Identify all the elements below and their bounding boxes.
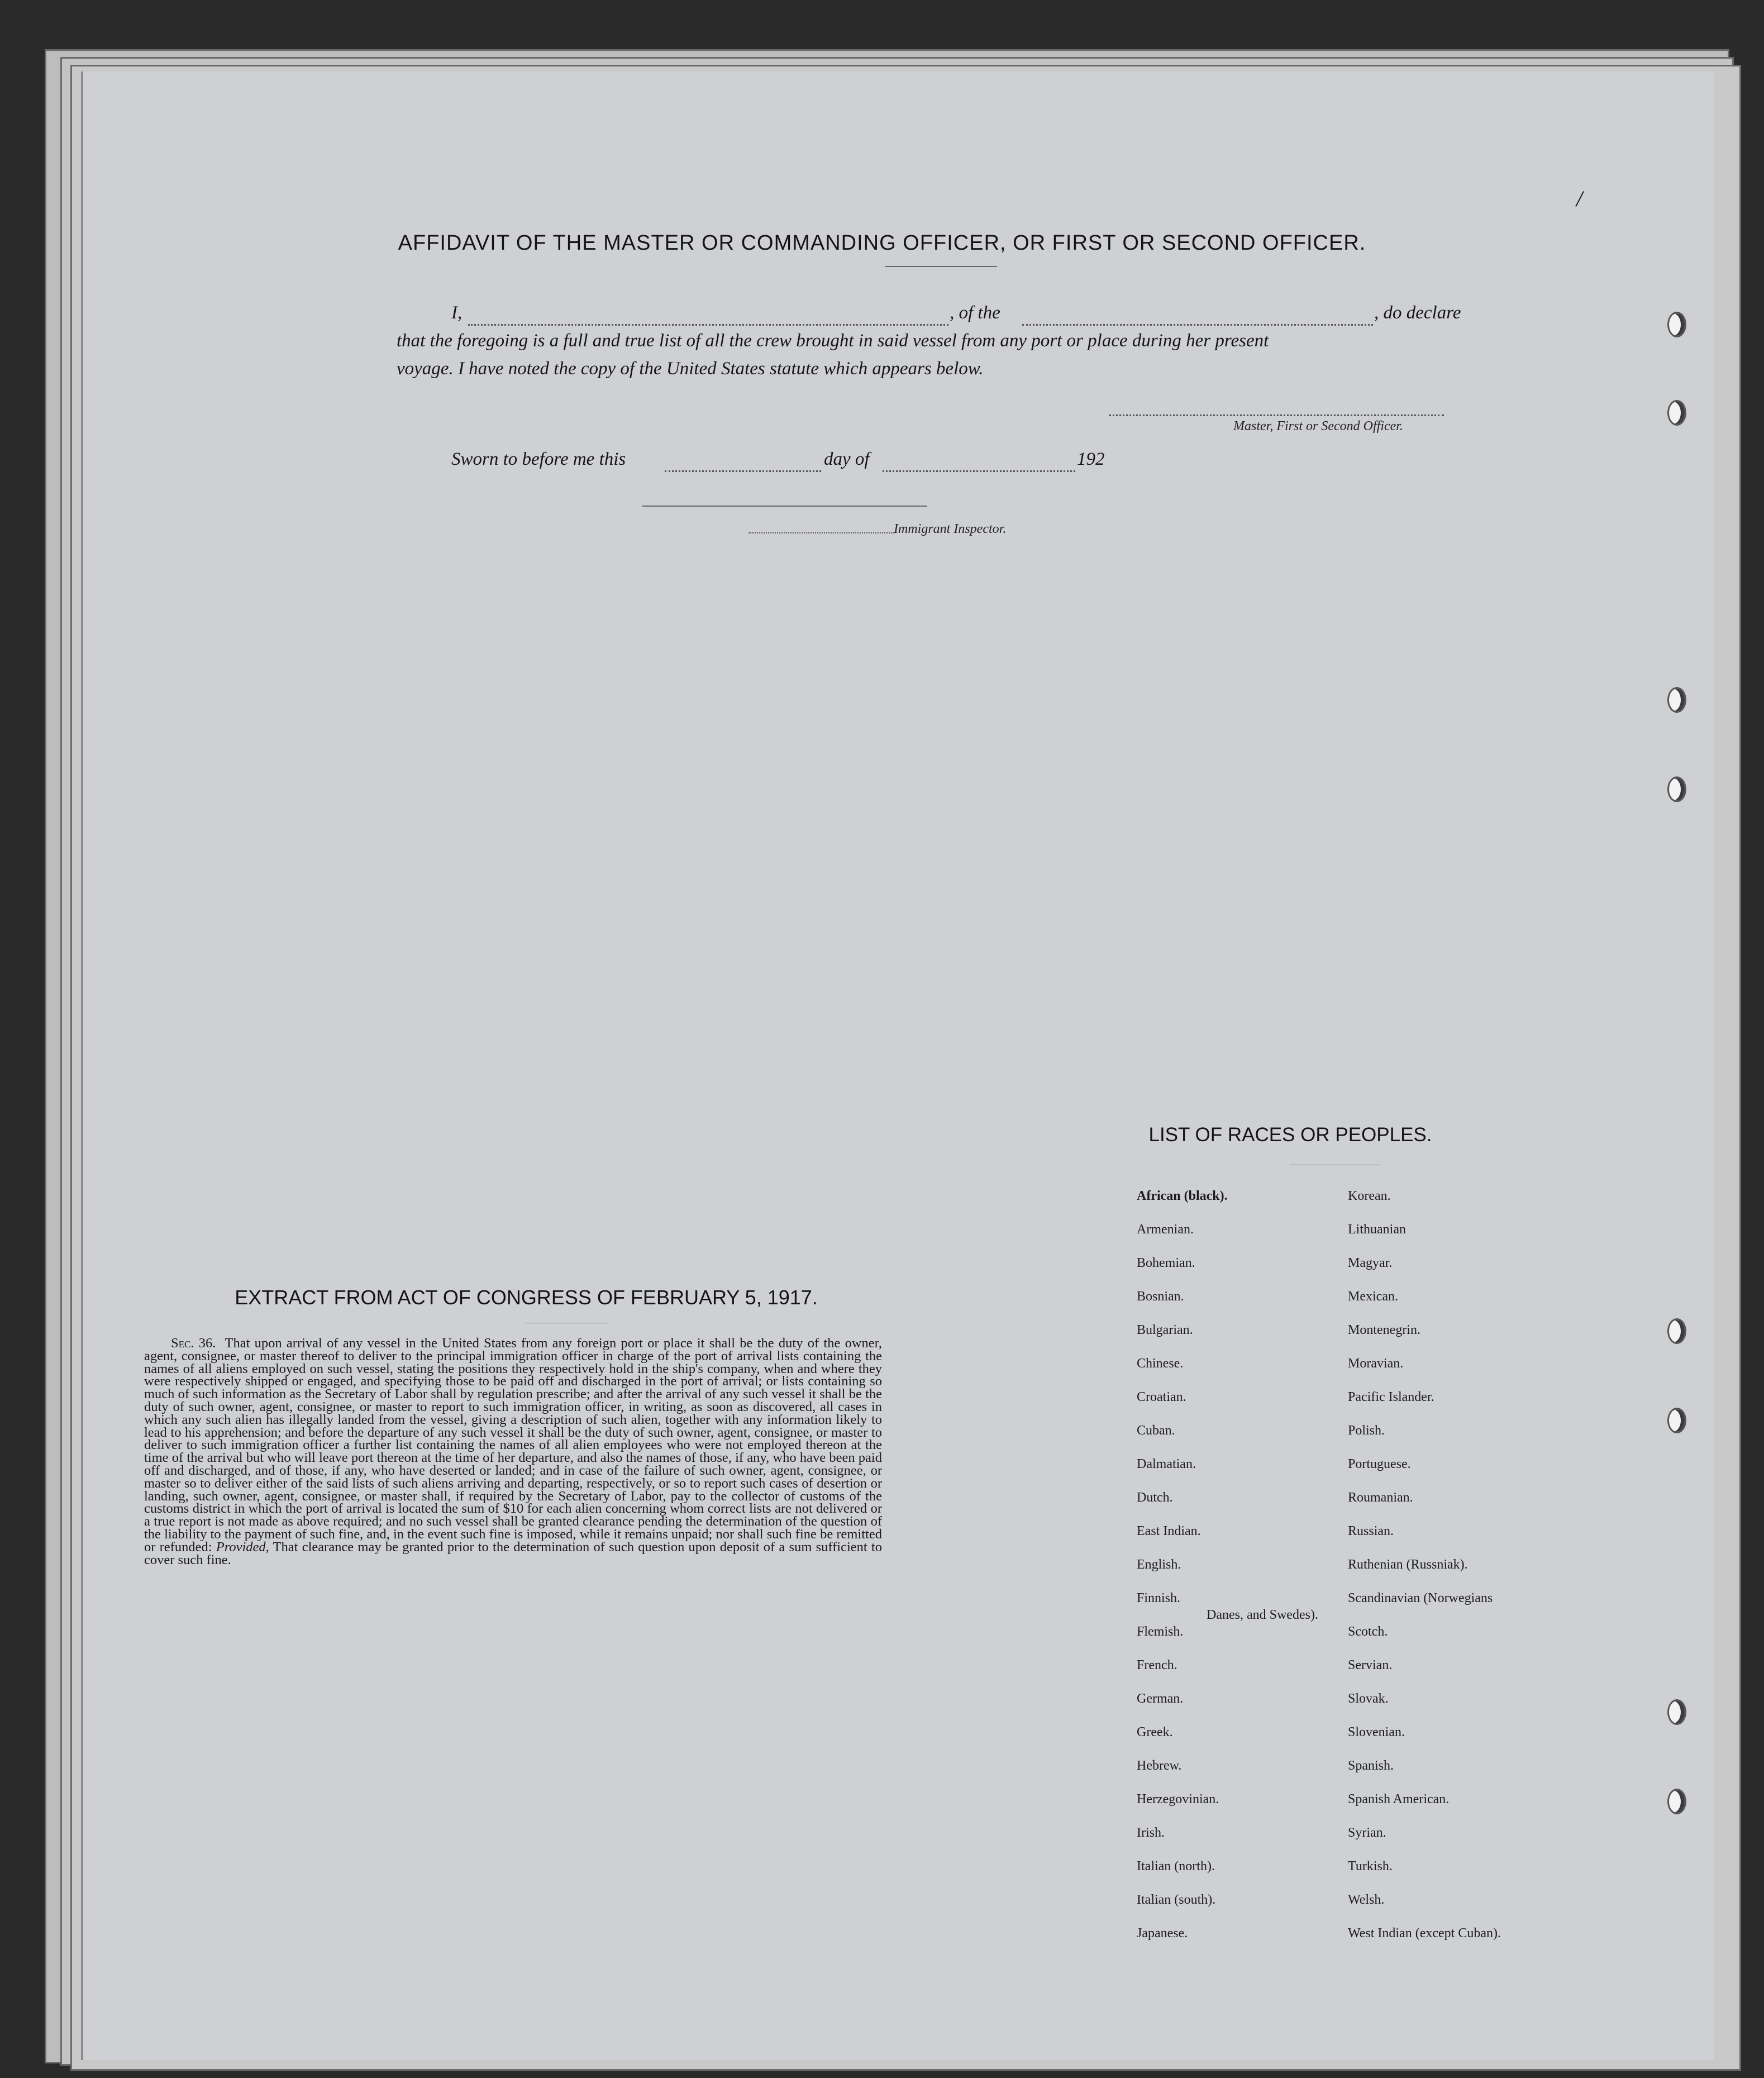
race-item: Mexican. <box>1348 1289 1398 1304</box>
binder-hole <box>1667 400 1686 426</box>
race-item: Slovenian. <box>1348 1725 1405 1739</box>
sworn-month-blank <box>883 470 1075 472</box>
race-item: Pacific Islander. <box>1348 1390 1434 1404</box>
race-item: Portuguese. <box>1348 1457 1411 1471</box>
affidavit-line-2: that the foregoing is a full and true list of all the crew brought in said vessel from any port or place during her present <box>397 331 1269 351</box>
race-item: Bosnian. <box>1137 1289 1184 1304</box>
race-item: Magyar. <box>1348 1256 1393 1270</box>
affidavit-declare: , do declare <box>1374 303 1461 323</box>
race-item: Hebrew. <box>1137 1758 1182 1773</box>
race-item: Dalmatian. <box>1137 1457 1196 1471</box>
race-item: Danes, and Swedes). <box>1207 1608 1318 1622</box>
race-item: Polish. <box>1348 1423 1385 1438</box>
affidavit-of-the: , of the <box>950 303 1000 323</box>
binder-hole <box>1667 1699 1686 1725</box>
signature-line <box>1109 414 1444 416</box>
extract-title: EXTRACT FROM ACT OF CONGRESS OF FEBRUARY 5, 1917. <box>235 1286 818 1309</box>
race-item: Montenegrin. <box>1348 1323 1420 1337</box>
affidavit-line-3: voyage. I have noted the copy of the United States statute which appears below. <box>397 359 984 379</box>
race-item: English. <box>1137 1557 1181 1572</box>
inspector-dotted-line <box>748 532 894 533</box>
race-item: Moravian. <box>1348 1356 1404 1371</box>
race-item: Chinese. <box>1137 1356 1184 1371</box>
binder-hole <box>1667 1318 1686 1344</box>
race-item: Dutch. <box>1137 1490 1173 1505</box>
binder-hole <box>1667 312 1686 337</box>
race-item: German. <box>1137 1691 1184 1706</box>
race-item: Slovak. <box>1348 1691 1389 1706</box>
race-item: Spanish. <box>1348 1758 1394 1773</box>
binder-hole <box>1667 776 1686 802</box>
race-item: Scotch. <box>1348 1624 1388 1639</box>
race-item: Syrian. <box>1348 1826 1386 1840</box>
extract-text <box>144 1337 882 1566</box>
race-item: Irish. <box>1137 1826 1165 1840</box>
binder-hole <box>1667 1408 1686 1433</box>
race-item: Cuban. <box>1137 1423 1175 1438</box>
affidavit-title-rule <box>885 266 997 267</box>
race-item: Spanish American. <box>1348 1792 1450 1807</box>
race-item: Bohemian. <box>1137 1256 1195 1270</box>
race-item: Roumanian. <box>1348 1490 1413 1505</box>
race-item: Lithuanian <box>1348 1222 1406 1237</box>
races-title: LIST OF RACES OR PEOPLES. <box>1148 1124 1432 1146</box>
sworn-day-of: day of <box>824 449 870 469</box>
affidavit-title: AFFIDAVIT OF THE MASTER OR COMMANDING OFFICER, OR FIRST OR SECOND OFFICER. <box>398 231 1366 255</box>
race-item: East Indian. <box>1137 1524 1201 1538</box>
race-item: Greek. <box>1137 1725 1173 1739</box>
vessel-blank <box>1022 324 1373 326</box>
race-item: Italian (south). <box>1137 1893 1216 1907</box>
race-item: African (black). <box>1137 1189 1228 1203</box>
section-body-end: That clearance may be granted prior to the determination of such question upon deposit of a sum sufficient to cover such fine. <box>144 1539 882 1567</box>
binder-hole <box>1667 1789 1686 1814</box>
race-item: Turkish. <box>1348 1859 1393 1874</box>
name-blank <box>468 324 948 326</box>
race-item: Welsh. <box>1348 1893 1385 1907</box>
sworn-day-blank <box>665 470 821 472</box>
race-item: Italian (north). <box>1137 1859 1215 1874</box>
race-item: Armenian. <box>1137 1222 1194 1237</box>
race-item: Flemish. <box>1137 1624 1184 1639</box>
corner-pen-mark: / <box>1576 186 1583 211</box>
provided-word: Provided, <box>216 1539 269 1555</box>
affidavit-i: I, <box>451 303 463 323</box>
race-item: French. <box>1137 1658 1177 1672</box>
race-item: Russian. <box>1348 1524 1394 1538</box>
race-item: Finnish. <box>1137 1591 1181 1605</box>
sworn-prefix: Sworn to before me this <box>451 449 626 469</box>
section-label: Sec. 36. <box>171 1336 216 1351</box>
binder-hole <box>1667 687 1686 713</box>
race-item: Korean. <box>1348 1189 1391 1203</box>
signature-caption: Master, First or Second Officer. <box>1233 419 1403 433</box>
race-item: West Indian (except Cuban). <box>1348 1926 1501 1941</box>
race-item: Servian. <box>1348 1658 1393 1672</box>
race-item: Japanese. <box>1137 1926 1188 1941</box>
race-item: Herzegovinian. <box>1137 1792 1219 1807</box>
sworn-year: 192 <box>1077 449 1105 469</box>
race-item: Scandinavian (Norwegians <box>1348 1591 1493 1605</box>
inspector-signature-line <box>642 506 927 507</box>
inspector-caption: Immigrant Inspector. <box>894 522 1007 536</box>
race-item: Ruthenian (Russniak). <box>1348 1557 1468 1572</box>
race-item: Croatian. <box>1137 1390 1186 1404</box>
race-item: Bulgarian. <box>1137 1323 1193 1337</box>
section-body: That upon arrival of any vessel in the United States from any foreign port or place it shall be the duty of the owner, agent, consignee, or master thereof to deliver to the principal immigration officer in charge of the port of arrival lists containing the names of all aliens employed on such vessel, stating the positions they respectively hold in the ship's company, when and where they were respectively shipped or engaged, and specifying those to be paid off and discharged in the port of arrival; or lists containing so much of such information as the Secretary of Labor shall by regulation prescribe; and after the arrival of any such vessel it shall be the duty of such owner, agent, consignee, or master to report to such immigration officer, in writing, as soon as discovered, all cases in which any such alien has illegally landed from the vessel, giving a description of such alien, together with any information likely to lead to his apprehension; and before the departure of any such vessel it shall be the duty of such owner, agent, consignee, or master to deliver to such immigration officer a further list containing the names of all alien employees who were not employed thereon at the time of the arrival but who will leave port thereon at the time of her departure, and also the names of those, if any, who have been paid off and discharged, and of those, if any, who have deserted or landed; and in case of the failure of such owner, agent, consignee, or master so to deliver either of the said lists of such aliens arriving and departing, respectively, or so to report such cases of desertion or landing, such owner, agent, consignee, or master shall, if required by the Secretary of Labor, pay to the collector of customs of the customs district in which the port of arrival is located the sum of $10 for each alien concerning whom correct lists are not delivered or a true report is not made as above required; and no such vessel shall be granted clearance pending the determination of the question of the liability to the payment of such fine, and, in the event such fine is imposed, while it remains unpaid; nor shall such fine be remitted or refunded: <box>144 1336 882 1555</box>
